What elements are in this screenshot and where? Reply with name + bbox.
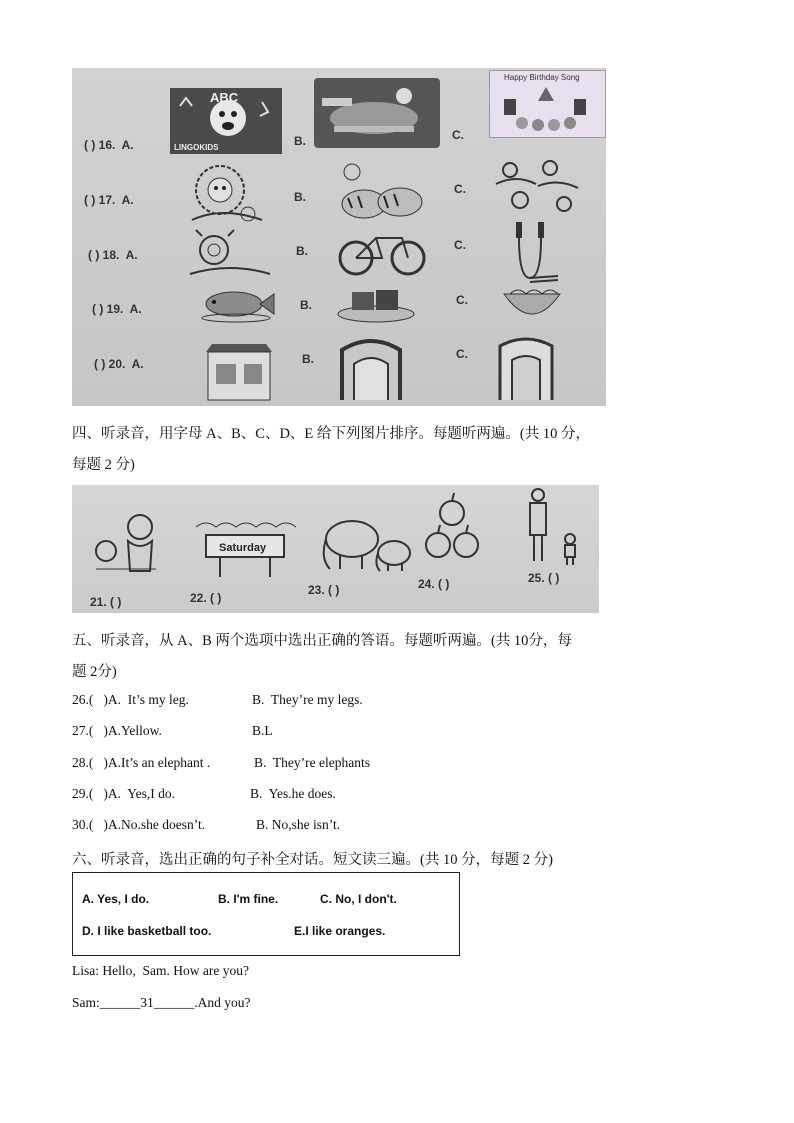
zoo-gate-picture: [336, 336, 406, 402]
option-b-label: B.: [296, 244, 308, 258]
saturday-text: Saturday: [219, 542, 267, 554]
abc-text: ABC: [210, 90, 239, 105]
birthday-song-picture: [489, 70, 606, 138]
section-5-heading-cont: 题 2分): [72, 664, 117, 680]
dialog-line-lisa: Lisa: Hello, Sam. How are you?: [72, 963, 249, 978]
man-and-boy-picture: [522, 487, 592, 571]
lion-picture: [182, 160, 272, 230]
item-21-label: 21. ( ): [90, 595, 122, 609]
ordering-picture-panel: [72, 485, 599, 613]
snail-picture: [184, 228, 274, 284]
row-18-label: ( ) 18. A.: [88, 248, 138, 262]
option-c-label: C.: [454, 238, 466, 252]
option-d: D. I like basketball too.: [82, 924, 212, 938]
monkeys-picture: [490, 154, 586, 224]
meat-dish-picture: [334, 284, 418, 324]
answer-options-box: [72, 872, 460, 956]
section-4-heading: 四、听录音，用字母 A、B、C、D、E 给下列图片排序。每题听两遍。(共 10 分，: [72, 426, 590, 442]
song-banner-picture: [314, 78, 440, 148]
noodles-bowl-picture: [500, 274, 564, 326]
item-24-label: 24. ( ): [418, 577, 450, 591]
question-26: 26.( )A. It’s my leg. B. They’re my legs.: [72, 692, 363, 707]
question-29: 29.( )A. Yes,I do. B. Yes.he does.: [72, 786, 336, 801]
option-c-label: C.: [456, 347, 468, 361]
item-25-label: 25. ( ): [528, 571, 560, 585]
option-b-label: B.: [294, 134, 306, 148]
abc-song-picture: [170, 88, 282, 154]
section-6-heading: 六、听录音，选出正确的句子补全对话。短文读三遍。(共 10 分，每题 2 分): [72, 852, 553, 868]
option-c-label: C.: [454, 182, 466, 196]
row-17-label: ( ) 17. A.: [84, 193, 134, 207]
tigers-picture: [334, 160, 430, 230]
item-23-label: 23. ( ): [308, 583, 340, 597]
option-b-label: B.: [302, 352, 314, 366]
dialog-line-sam: Sam:______31______.And you?: [72, 995, 251, 1010]
section-5-heading: 五、听录音，从 A、B 两个选项中选出正确的答语。每题听两遍。(共 10分，每: [72, 633, 572, 649]
row-20-label: ( ) 20. A.: [94, 357, 144, 371]
elephants-picture: [316, 513, 416, 575]
item-22-label: 22. ( ): [190, 591, 222, 605]
option-c-label: C.: [456, 293, 468, 307]
question-28: 28.( )A.It’s an elephant . B. They’re elephants: [72, 755, 370, 770]
question-30: 30.( )A.No.she doesn’t. B. No,she isn’t.: [72, 817, 341, 832]
lingokids-text: LINGOKIDS: [174, 143, 219, 152]
fish-picture: [200, 284, 278, 324]
option-c: C. No, I don't.: [320, 892, 397, 906]
row-19-label: ( ) 19. A.: [92, 302, 142, 316]
option-b-label: B.: [294, 190, 306, 204]
apples-picture: [418, 489, 490, 573]
jump-rope-picture: [510, 218, 550, 280]
option-b-label: B.: [300, 298, 312, 312]
row-16-label: ( ) 16. A.: [84, 138, 134, 152]
girl-with-ball-picture: [88, 511, 168, 583]
bicycle-picture: [336, 228, 428, 278]
shop-picture: [200, 340, 278, 402]
park-gate-picture: [494, 334, 558, 404]
option-e: E.I like oranges.: [294, 924, 386, 938]
option-b: B. I'm fine.: [218, 892, 279, 906]
option-c-label: C.: [452, 128, 464, 142]
section-4-heading-cont: 每题 2 分): [72, 457, 135, 473]
question-27: 27.( )A.Yellow. B.L: [72, 723, 273, 738]
option-a: A. Yes, I do.: [82, 892, 150, 906]
saturday-sign-picture: [192, 519, 298, 581]
birthday-song-text: Happy Birthday Song: [504, 73, 580, 82]
